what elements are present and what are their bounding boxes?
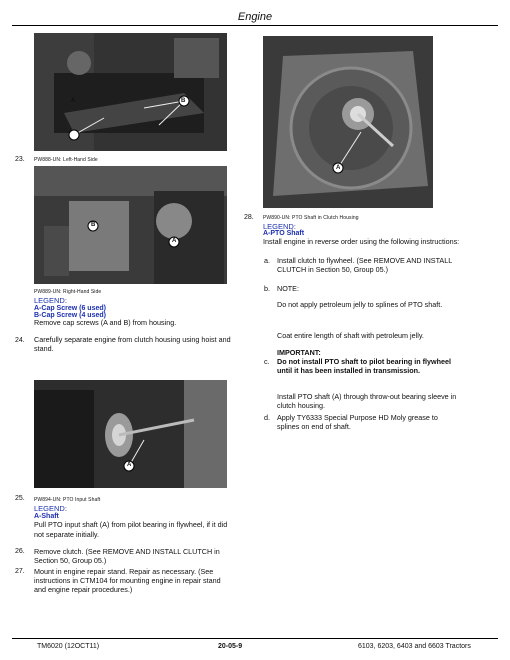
legend-title-fig25: LEGEND: [34,504,67,513]
step-number-28: 28. [244,214,254,221]
step-number-26: 26. [15,548,25,555]
step-number-23: 23. [15,156,25,163]
legend-item-pto-shaft: A-PTO Shaft [263,230,305,237]
photo-pto-shaft-clutch-housing [263,36,433,208]
figure-caption-pw888: PW888-UN: Left-Hand Side [34,157,98,163]
note-text: Do not apply petroleum jelly to splines of PTO shaft. [277,300,443,309]
step-number-27: 27. [15,568,25,575]
legend-item-b: B-Cap Screw (4 used) [34,312,106,319]
step-number-24: 24. [15,337,25,344]
substep-a-label: a. [264,256,270,265]
legend-item-a: A-Cap Screw (6 used) [34,305,106,312]
photo-right-hand-side [34,166,227,284]
photo-left-hand-side [34,33,227,151]
instruction-remove-cap-screws: Remove cap screws (A and B) from housing. [34,318,177,327]
callout-b-right: B [91,222,96,228]
install-pto-line1: Install PTO shaft (A) through throw-out bearing sleeve in [277,392,457,401]
callout-a-right: A [172,238,177,244]
important-line2: until it has been installed in transmission. [277,366,420,375]
callout-b-fig23: B [181,98,186,104]
step-26-line2: Section 50, Group 05.) [34,556,107,565]
install-intro: Install engine in reverse order using the following instructions: [263,237,460,246]
header-rule [12,25,498,26]
figure-caption-pw889: PW889-UN: Right-Hand Side [34,289,102,295]
legend-item-shaft: A-Shaft [34,513,59,520]
step-24-line1: Carefully separate engine from clutch housing using hoist and [34,335,231,344]
step-number-25: 25. [15,495,25,502]
important-label: IMPORTANT: [277,348,321,357]
callout-a-fig28: A [336,165,341,171]
note-label: NOTE: [277,284,299,293]
legend-title-right: LEGEND: [34,296,67,305]
legend-title-fig28: LEGEND: [263,222,296,231]
step-27-line1: Mount in engine repair stand. Repair as necessary. (See [34,567,214,576]
figure-caption-pw894: PW894-UN: PTO Input Shaft [34,497,101,503]
substep-c-label: c. [264,357,270,366]
coat-instruction: Coat entire length of shaft with petroleum jelly. [277,331,424,340]
substep-d-line1: Apply TY6333 Special Purpose HD Moly grease to [277,413,438,422]
step-27-line3: and engine repair procedures.) [34,585,133,594]
substep-a-line2: CLUTCH in Section 50, Group 05.) [277,265,389,274]
footer-page-number: 20-05-9 [218,643,243,650]
step-24-line2: stand. [34,344,54,353]
page-header-title: Engine [237,11,273,23]
substep-d-line2: splines on end of shaft. [277,422,351,431]
substep-a-line1: Install clutch to flywheel. (See REMOVE AND INSTALL [277,256,453,265]
step-25-line1: Pull PTO input shaft (A) from pilot bearing in flywheel, if it did [34,520,228,529]
step-26-line1: Remove clutch. (See REMOVE AND INSTALL CLUTCH in [34,547,220,556]
footer-models: 6103, 6203, 6403 and 6603 Tractors [358,643,471,650]
callout-a-fig23: A [71,98,76,104]
step-25-line2: not separate initially. [34,530,99,539]
substep-d-label: d. [264,413,270,422]
important-line1: Do not install PTO shaft to pilot bearing in flywheel [277,357,451,366]
figure-caption-pw890: PW890-UN: PTO Shaft in Clutch Housing [263,215,359,221]
footer-rule [12,638,498,639]
footer-manual-id: TM6020 (12OCT11) [37,643,100,650]
substep-b-label: b. [264,284,270,293]
callout-a-fig25: A [127,462,132,468]
install-pto-line2: clutch housing. [277,401,325,410]
step-27-line2: instructions in CTM104 for mounting engine in repair stand [34,576,221,585]
photo-pto-input-shaft [34,380,227,488]
